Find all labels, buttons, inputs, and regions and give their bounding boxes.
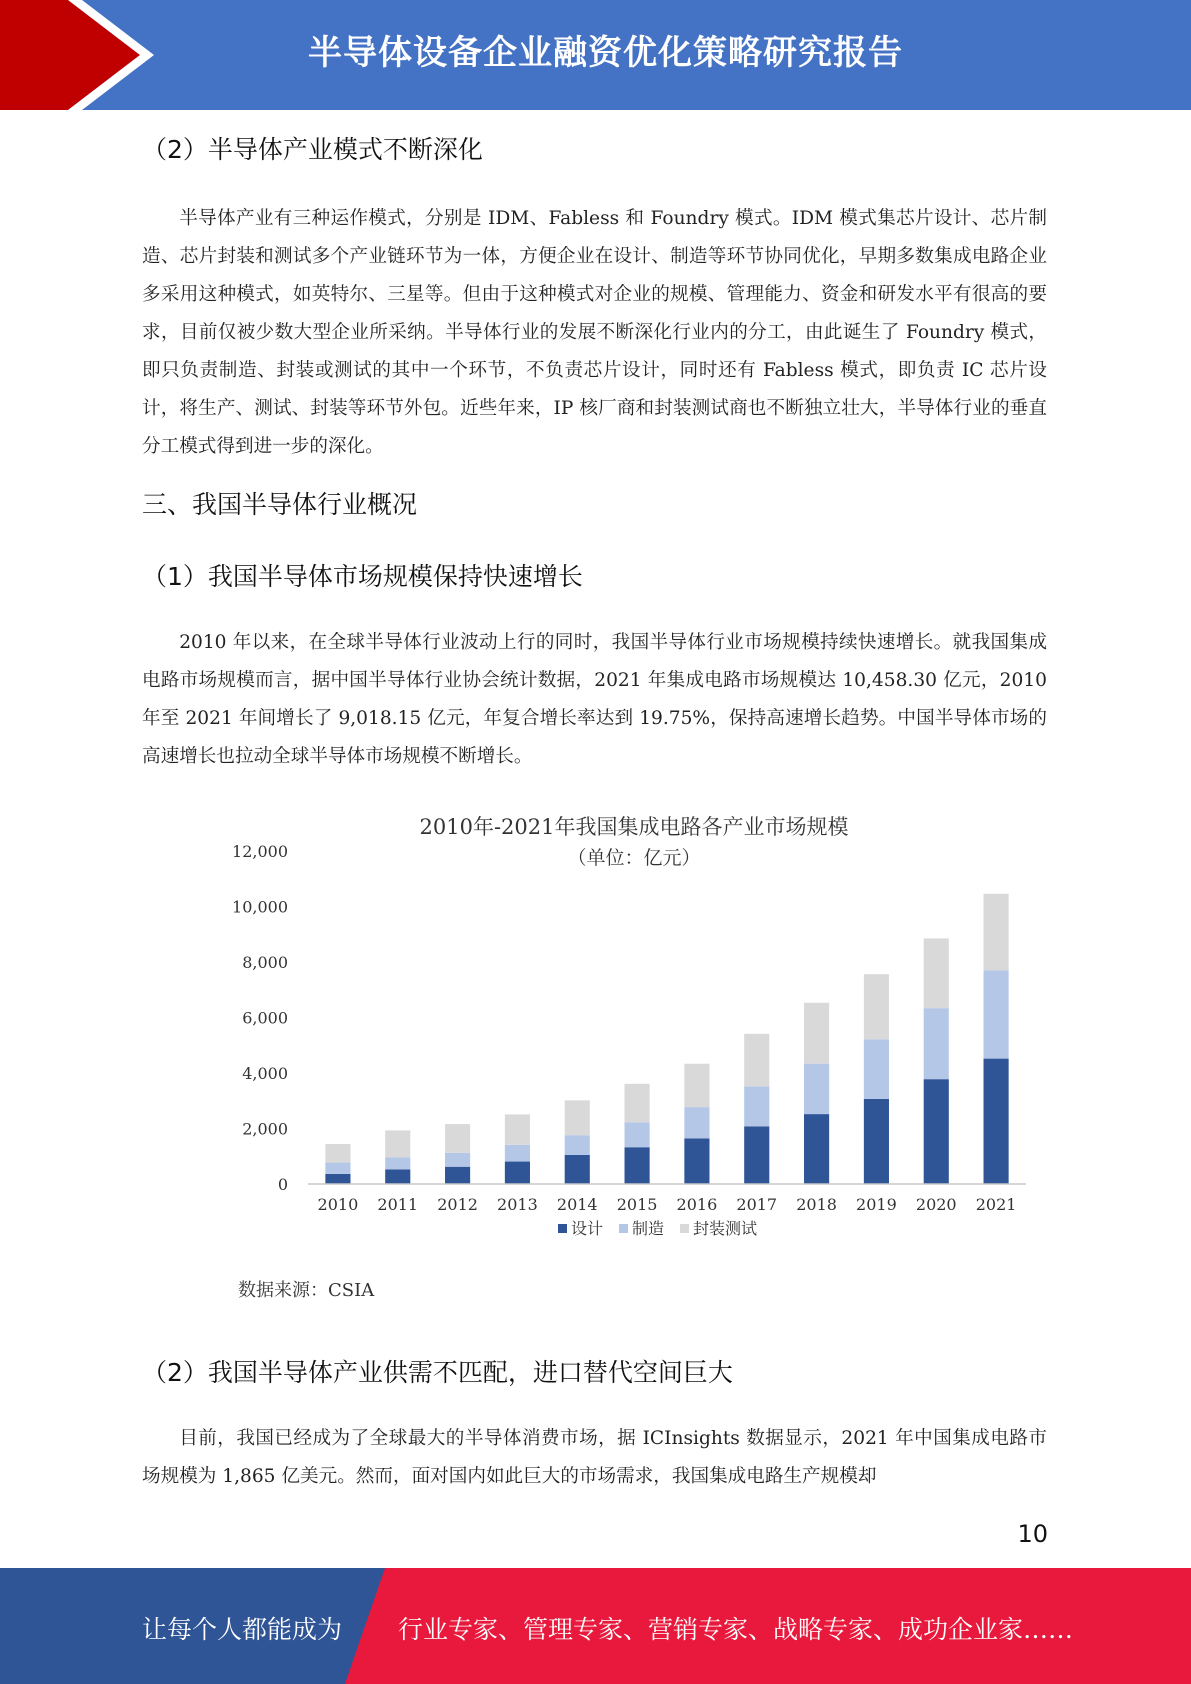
x-tick-label: 2018 [796, 1195, 837, 1214]
x-tick-label: 2021 [975, 1195, 1017, 1214]
bar-segment-封装测试-2020 [924, 938, 949, 1008]
page-number: 10 [1017, 1520, 1048, 1548]
section-heading-market-growth: （1）我国半导体市场规模保持快速增长 [142, 562, 583, 591]
section-heading-supply-demand: （2）我国半导体产业供需不匹配，进口替代空间巨大 [142, 1358, 733, 1387]
x-tick-label: 2015 [616, 1195, 658, 1214]
y-tick-label: 8,000 [242, 953, 288, 972]
bar-segment-设计-2019 [864, 1099, 889, 1184]
bar-segment-制造-2017 [744, 1086, 769, 1126]
legend-entry: 制造 [632, 1219, 665, 1238]
bar-segment-封装测试-2011 [385, 1130, 410, 1157]
x-tick-label: 2010 [317, 1195, 359, 1214]
y-tick-label: 4,000 [242, 1064, 288, 1083]
bar-segment-封装测试-2014 [565, 1100, 590, 1135]
y-tick-label: 10,000 [232, 897, 288, 917]
bar-segment-制造-2016 [684, 1107, 709, 1138]
bar-segment-封装测试-2015 [625, 1084, 650, 1122]
bar-segment-制造-2010 [325, 1163, 350, 1174]
bar-segment-封装测试-2016 [684, 1064, 709, 1107]
legend-entry: 设计 [571, 1219, 604, 1238]
legend-swatch [558, 1224, 567, 1233]
bar-segment-设计-2013 [505, 1162, 530, 1184]
report-title: 半导体设备企业融资优化策略研究报告 [308, 33, 903, 73]
section-heading-industry-model: （2）半导体产业模式不断深化 [142, 135, 483, 164]
x-tick-label: 2011 [377, 1195, 419, 1214]
bar-segment-制造-2020 [924, 1008, 949, 1079]
page-header [0, 0, 1191, 110]
bar-segment-制造-2011 [385, 1157, 410, 1169]
bar-segment-制造-2013 [505, 1145, 530, 1162]
x-tick-label: 2017 [736, 1195, 778, 1214]
bar-segment-封装测试-2010 [325, 1144, 350, 1163]
y-tick-label: 2,000 [242, 1119, 288, 1139]
x-tick-label: 2019 [856, 1195, 897, 1214]
legend-swatch [680, 1224, 689, 1233]
legend-swatch [619, 1224, 628, 1233]
bar-segment-设计-2015 [625, 1147, 650, 1184]
bar-segment-设计-2011 [385, 1169, 410, 1184]
bar-segment-设计-2010 [325, 1174, 350, 1184]
bar-segment-制造-2021 [984, 970, 1009, 1058]
y-tick-label: 6,000 [242, 1008, 288, 1028]
bar-segment-封装测试-2019 [864, 974, 889, 1039]
footer-slogan-left: 让每个人都能成为 [142, 1615, 343, 1644]
bar-segment-制造-2018 [804, 1064, 829, 1114]
bar-segment-设计-2014 [565, 1155, 590, 1184]
chapter-heading-overview: 三、我国半导体行业概况 [142, 490, 418, 519]
bar-segment-设计-2021 [984, 1059, 1009, 1184]
bar-segment-封装测试-2021 [984, 894, 1009, 971]
x-tick-label: 2020 [915, 1195, 957, 1214]
bar-segment-设计-2012 [445, 1167, 470, 1184]
paragraph-supply-demand: 目前，我国已经成为了全球最大的半导体消费市场，据 ICInsights 数据显示，2021 年中国集成电路市场规模为 1,865 亿美元。然而，面对国内如此巨大的市场需求，我国集成电路生产规模却 [142, 1428, 1047, 1487]
chart-title: 2010年-2021年我国集成电路各产业市场规模 [419, 815, 849, 839]
paragraph-market-growth: 2010 年以来，在全球半导体行业波动上行的同时，我国半导体行业市场规模持续快速增长。就我国集成电路市场规模而言，据中国半导体行业协会统计数据，2021 年集成电路市场规模达 10,458.30 亿元，2010 年至 2021 年间增长了 9,018.15 亿元，年复合增长率达到 19.75%，保持高速增长趋势。中国半导体市场的高速增长也拉动全球半导体市场规模不断增长。 [142, 632, 1047, 767]
bar-segment-封装测试-2013 [505, 1114, 530, 1144]
x-tick-label: 2014 [556, 1195, 598, 1214]
chart-source: 数据来源：CSIA [238, 1280, 375, 1301]
bar-segment-封装测试-2017 [744, 1034, 769, 1086]
x-tick-label: 2016 [676, 1195, 718, 1214]
bar-segment-设计-2017 [744, 1126, 769, 1184]
bar-segment-设计-2018 [804, 1114, 829, 1184]
x-tick-label: 2012 [437, 1195, 478, 1214]
bar-segment-制造-2012 [445, 1153, 470, 1167]
paragraph-industry-model: 半导体产业有三种运作模式，分别是 IDM、Fabless 和 Foundry 模式。IDM 模式集芯片设计、芯片制造、芯片封装和测试多个产业链环节为一体，方便企业在设计、制造等环节协同优化，早期多数集成电路企业多采用这种模式，如英特尔、三星等。但由于这种模式对企业的规模、管理能力、资金和研发水平有很高的要求，目前仅被少数大型企业所采纳。半导体行业的发展不断深化行业内的分工，由此诞生了 Foundry 模式，即只负责制造、封装或测试的其中一个环节，不负责芯片设计，同时还有 Fabless 模式，即负责 IC 芯片设计，将生产、测试、封装等环节外包。近些年来，IP 核厂商和封装测试商也不断独立壮大，半导体行业的垂直分工模式得到进一步的深化。 [142, 208, 1047, 457]
footer-slogan-right: 行业专家、管理专家、营销专家、战略专家、成功企业家…… [398, 1615, 1074, 1644]
y-tick-label: 12,000 [232, 842, 288, 861]
bar-segment-制造-2014 [565, 1135, 590, 1155]
bar-segment-封装测试-2018 [804, 1003, 829, 1064]
bar-segment-设计-2020 [924, 1079, 949, 1184]
x-tick-label: 2013 [497, 1195, 538, 1214]
bar-segment-制造-2019 [864, 1039, 889, 1099]
bar-segment-制造-2015 [625, 1122, 650, 1147]
y-tick-label: 0 [277, 1175, 288, 1194]
bar-segment-封装测试-2012 [445, 1124, 470, 1153]
legend-entry: 封装测试 [693, 1219, 758, 1238]
chart-subtitle: （单位：亿元） [567, 847, 701, 869]
bar-segment-设计-2016 [684, 1138, 709, 1184]
